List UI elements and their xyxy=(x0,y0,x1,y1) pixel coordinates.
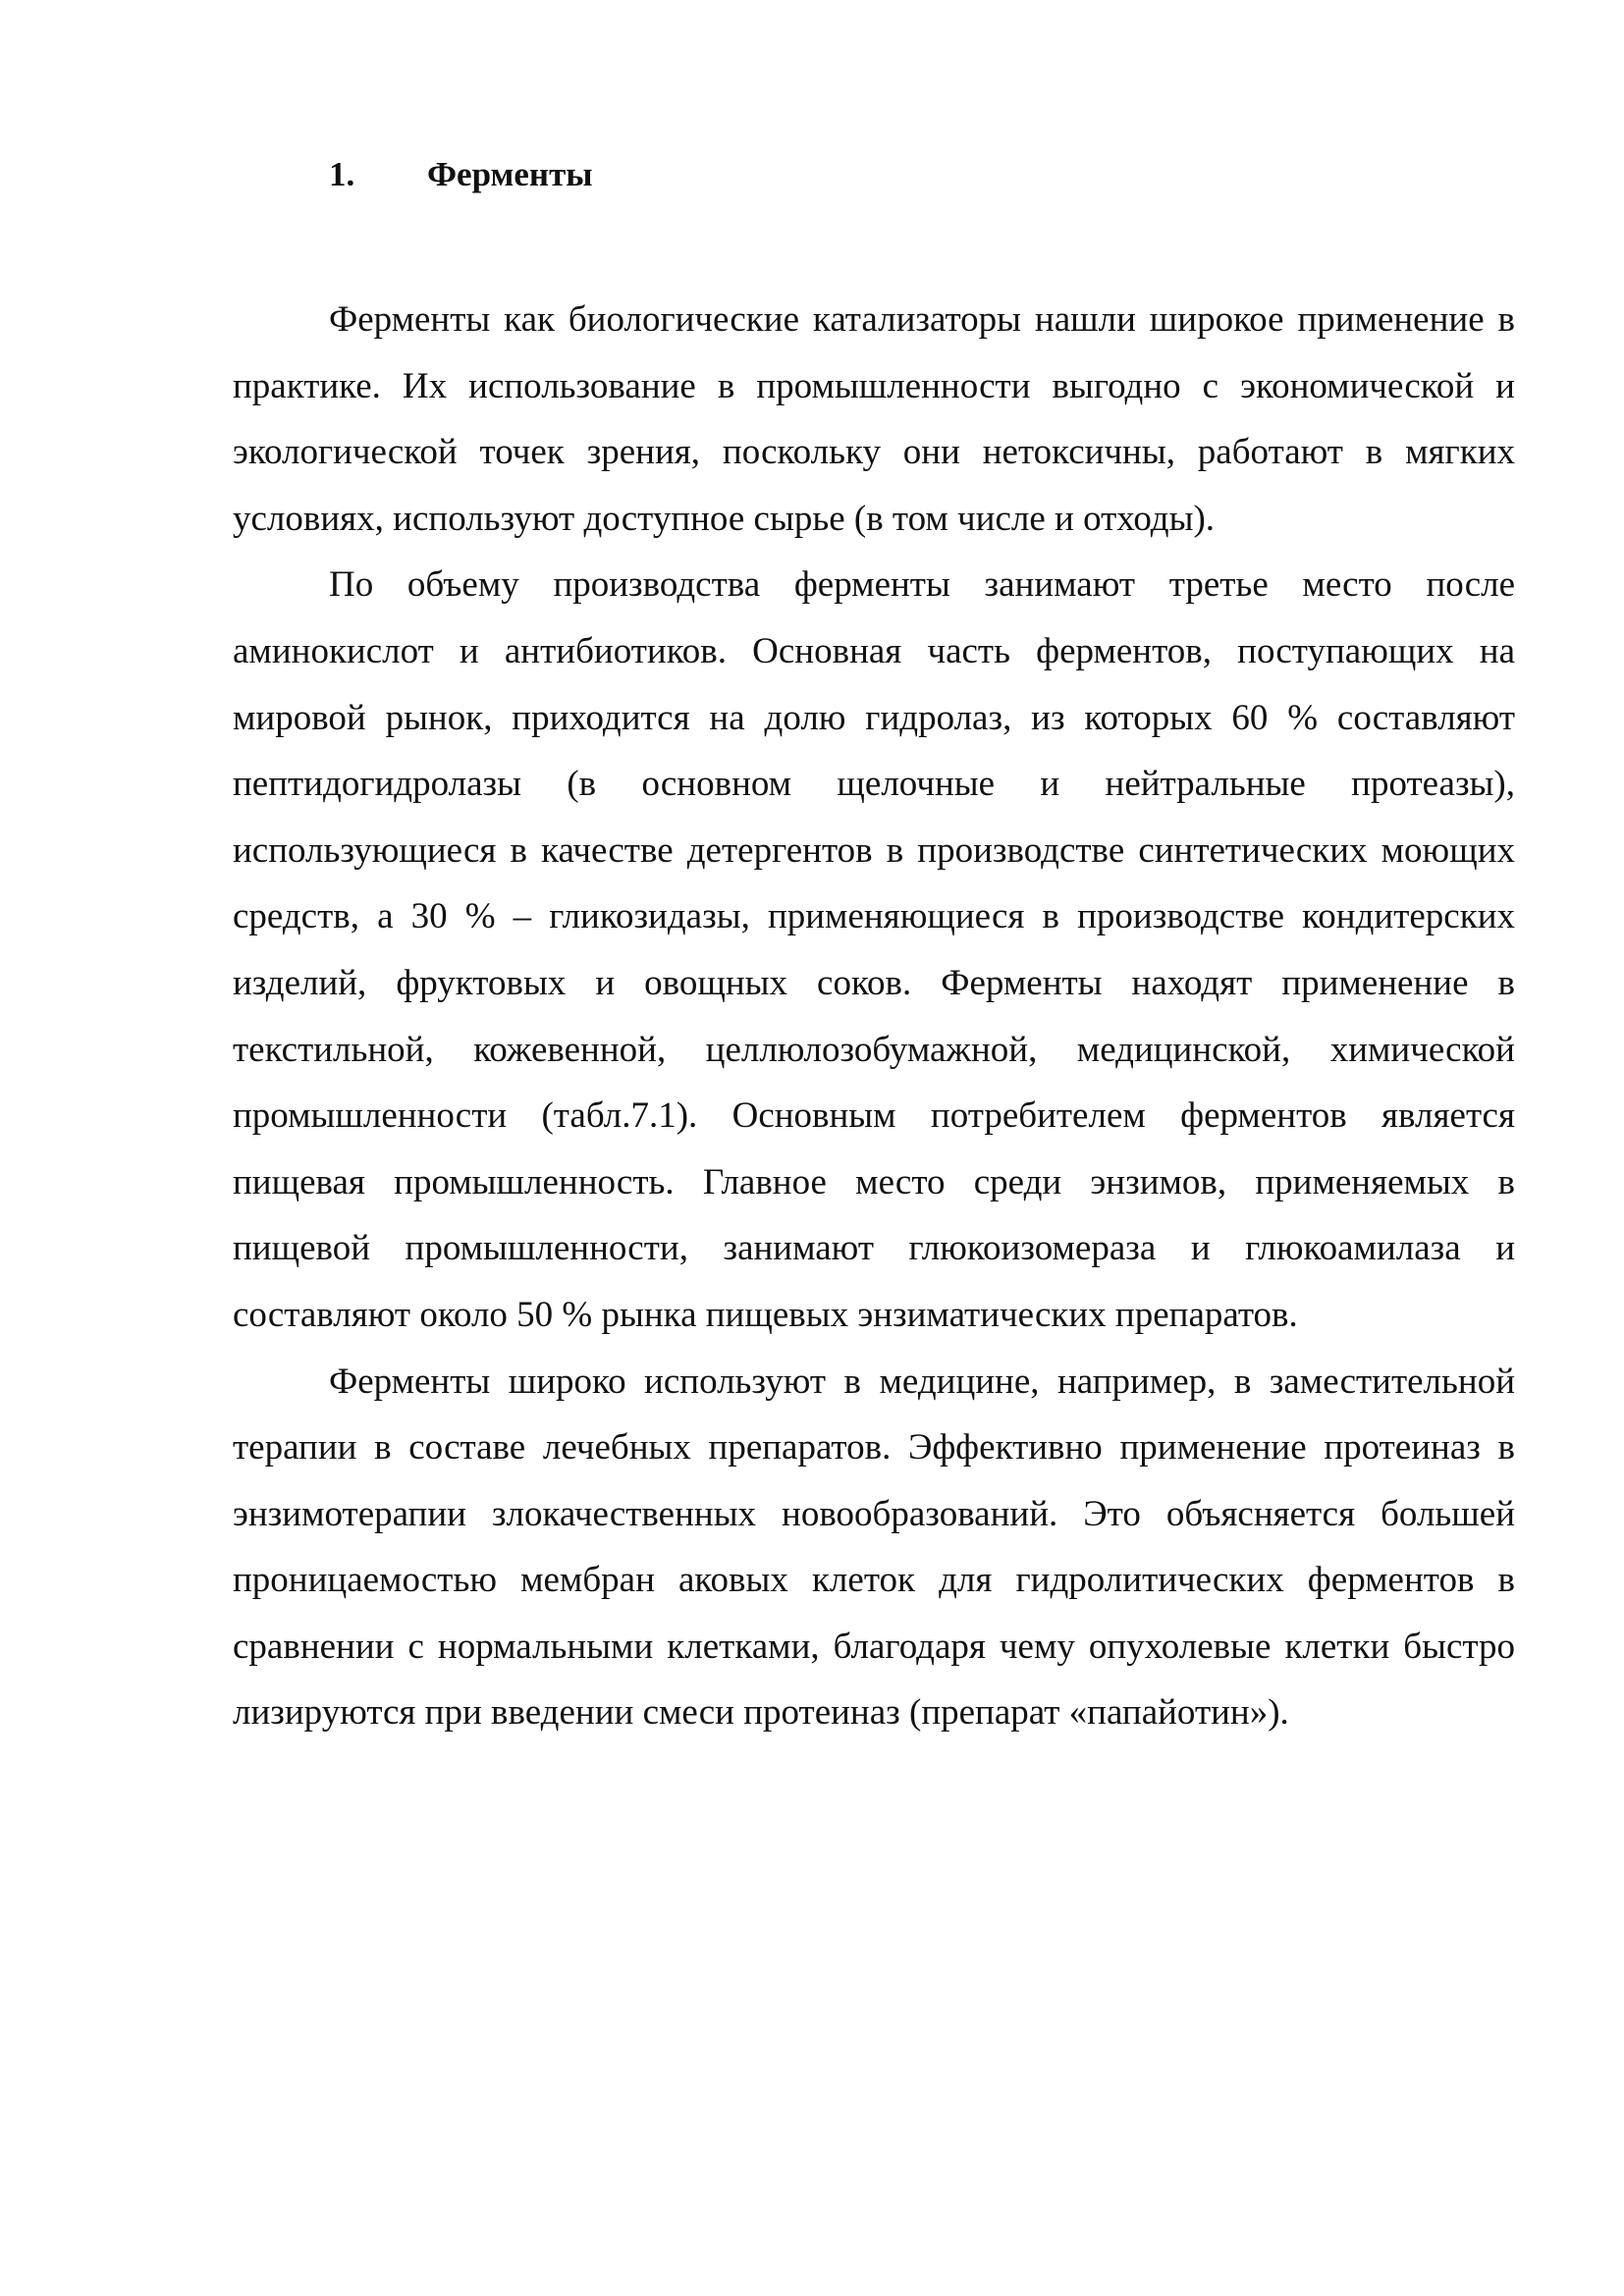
section-number: 1. xyxy=(329,155,355,193)
text-block xyxy=(233,157,1515,1746)
section-title: Ферменты xyxy=(427,155,593,193)
section-heading xyxy=(329,157,1515,191)
paragraph-2: По объему производства ферменты занимают третье место после аминокислот и антибиотиков. Основная часть ферментов, поступающих на мировой рынок, приходится на долю гидролаз, из которых 60 % составляют пептидогидролазы (в основном щелочные и нейтральные протеазы), использующиеся в качестве детергентов в производстве синтетических моющих средств, а 30 % – гликозидазы, применяющиеся в производстве кондитерских изделий, фруктовых и овощных соков. Ферменты находят применение в текстильной, кожевенной, целлюлозобумажной, медицинской, химической промышленности (табл.7.1). Основным потребителем ферментов является пищевая промышленность. Главное место среди энзимов, применяемых в пищевой промышленности, занимают глюкоизомераза и глюкоамилаза и составляют около 50 % рынка пищевых энзиматических препаратов. xyxy=(233,564,1515,1335)
paragraph-3: Ферменты широко используют в медицине, например, в заместительной терапии в составе лечебных препаратов. Эффективно применение протеиназ в энзимотерапии злокачественных новообразований. Это объясняется большей проницаемостью мембран аковых клеток для гидролитических ферментов в сравнении с нормальными клетками, благодаря чему опухолевые клетки быстро лизируются при введении смеси протеиназ (препарат «папайотин»). xyxy=(233,1361,1515,1734)
paragraph-1: Ферменты как биологические катализаторы нашли широкое применение в практике. Их использование в промышленности выгодно с экономической и экологической точек зрения, поскольку они нетоксичны, работают в мягких условиях, используют доступное сырье (в том числе и отходы). xyxy=(233,299,1515,539)
